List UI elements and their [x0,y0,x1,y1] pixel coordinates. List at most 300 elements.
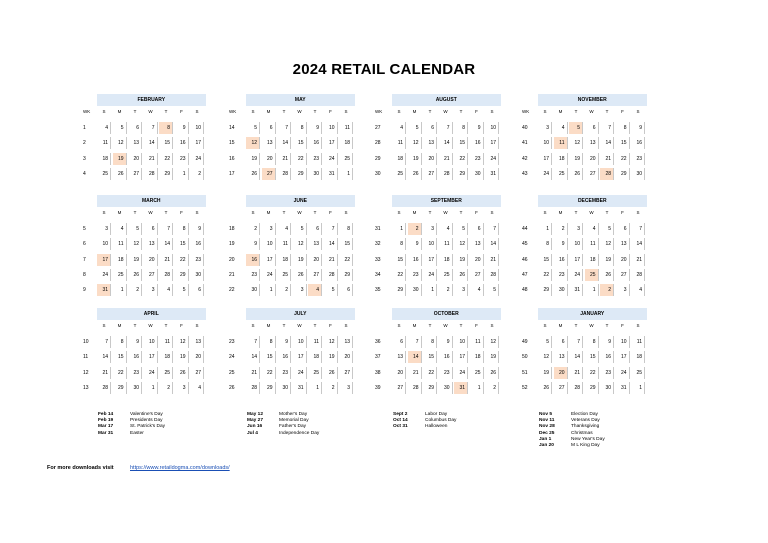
day-cell: 2 [485,382,499,394]
day-cell: 14 [97,351,111,363]
day-cell: 15 [392,254,406,266]
holiday-row [539,443,649,450]
holiday-date: Mar 31 [98,430,114,436]
day-header: T [282,210,286,215]
day-cell: 30 [631,168,645,180]
day-cell: 6 [423,122,437,134]
day-cell: 23 [600,367,614,379]
day-cell: 26 [454,269,468,281]
day-cell: 22 [616,153,630,165]
day-header: W [589,323,594,328]
day-cell: 1 [308,382,322,394]
day-cell: 5 [538,336,552,348]
day-cell: 28 [277,168,291,180]
day-cell: 13 [470,238,484,250]
day-cell: 21 [631,254,645,266]
day-cell: 2 [246,223,260,235]
day-cell: 29 [159,168,173,180]
week-number: 2 [83,140,86,147]
day-cell: 11 [392,137,406,149]
day-cell: 23 [175,153,189,165]
holiday-row [247,431,357,438]
day-cell: 26 [246,168,260,180]
day-cell: 3 [144,284,158,296]
day-cell: 6 [190,284,204,296]
day-cell: 22 [339,254,353,266]
day-cell: 2 [324,382,338,394]
day-cell: 21 [97,367,111,379]
day-cell: 10 [454,336,468,348]
month-header: FEBRUARY [97,94,206,106]
day-cell: 11 [159,336,173,348]
day-cell: 20 [392,367,406,379]
day-cell: 7 [277,122,291,134]
month-header: AUGUST [392,94,501,106]
day-cell: 16 [470,137,484,149]
day-cell: 14 [159,238,173,250]
day-cell: 31 [324,168,338,180]
day-header: T [574,210,578,215]
day-header: M [266,109,271,114]
week-number: 32 [375,241,381,248]
day-cell: 10 [97,238,111,250]
day-cell: 25 [113,269,127,281]
day-cell: 26 [485,367,499,379]
day-cell: 14 [324,238,338,250]
day-cell: 31 [485,168,499,180]
day-header: F [475,210,478,215]
day-cell: 30 [600,382,614,394]
holiday-name: Presidents Day [130,418,163,424]
day-cell: 1 [262,284,276,296]
day-cell: 18 [159,351,173,363]
day-cell: 27 [392,382,406,394]
month-header: SEPTEMBER [392,195,501,207]
day-cell: 20 [190,351,204,363]
day-cell: 21 [144,153,158,165]
day-header: F [621,109,624,114]
day-cell: 1 [339,168,353,180]
day-cell: 1 [538,223,552,235]
day-header: S [636,210,640,215]
day-cell: 2 [159,382,173,394]
day-cell: 21 [569,367,583,379]
day-cell: 26 [408,168,422,180]
day-cell: 23 [408,269,422,281]
day-header: M [412,109,417,114]
day-cell: 20 [128,153,142,165]
day-header: F [180,109,183,114]
day-cell: 28 [97,382,111,394]
day-header: M [412,323,417,328]
day-cell: 12 [454,238,468,250]
day-header: S [636,323,640,328]
day-cell: 15 [423,351,437,363]
day-cell: 16 [308,137,322,149]
week-number: 45 [522,241,528,248]
month-header: JANUARY [538,308,647,320]
day-cell: 3 [175,382,189,394]
day-header: T [459,210,463,215]
day-header: W [589,210,594,215]
day-cell: 26 [113,168,127,180]
week-number: 36 [375,339,381,345]
day-cell: 7 [97,336,111,348]
day-cell: 2 [408,223,422,235]
day-cell: 7 [569,336,583,348]
day-cell: 12 [128,238,142,250]
week-number: 46 [522,256,528,263]
day-cell: 2 [277,284,291,296]
day-cell: 11 [554,137,568,149]
day-cell: 15 [159,137,173,149]
day-header: T [459,109,463,114]
day-cell: 12 [324,336,338,348]
day-header: S [251,109,255,114]
day-cell: 16 [128,351,142,363]
day-header: T [313,323,317,328]
day-cell: 26 [293,269,307,281]
day-cell: 22 [175,254,189,266]
day-cell: 22 [392,269,406,281]
day-header: S [344,210,348,215]
day-cell: 28 [631,269,645,281]
day-cell: 20 [585,153,599,165]
day-cell: 22 [454,153,468,165]
day-header: F [329,323,332,328]
day-header: F [180,323,183,328]
day-cell: 17 [324,137,338,149]
week-number: 27 [375,125,381,131]
day-cell: 28 [159,269,173,281]
day-header: S [490,210,494,215]
day-cell: 2 [439,284,453,296]
day-cell: 10 [262,238,276,250]
day-header: T [164,210,168,215]
holiday-date: Feb 14 [98,412,114,417]
month-header: JULY [246,308,355,320]
day-cell: 25 [308,367,322,379]
day-cell: 23 [246,269,260,281]
day-cell: 18 [392,153,406,165]
day-header: M [117,323,122,328]
day-cell: 6 [392,336,406,348]
week-number: 21 [229,271,235,278]
day-cell: 11 [277,238,291,250]
day-cell: 9 [554,238,568,250]
day-cell: 26 [569,168,583,180]
day-cell: 28 [324,269,338,281]
day-header: W [297,210,302,215]
day-cell: 15 [175,238,189,250]
day-cell: 8 [538,238,552,250]
day-cell: 17 [485,137,499,149]
day-cell: 11 [585,238,599,250]
day-cell: 24 [616,367,630,379]
day-cell: 16 [190,238,204,250]
day-cell: 24 [190,153,204,165]
day-cell: 24 [538,168,552,180]
day-cell: 24 [569,269,583,281]
day-cell: 6 [616,223,630,235]
day-cell: 13 [392,351,406,363]
week-number: 19 [229,241,235,248]
day-cell: 24 [144,367,158,379]
day-cell: 23 [554,269,568,281]
day-cell: 28 [569,382,583,394]
day-cell: 31 [454,382,468,394]
day-cell: 20 [262,153,276,165]
month-header: OCTOBER [392,308,501,320]
day-cell: 19 [408,153,422,165]
holiday-date: Mar 17 [98,424,114,430]
day-cell: 8 [454,122,468,134]
day-header: T [574,323,578,328]
holiday-row [98,431,208,438]
week-number: 48 [522,287,528,294]
day-cell: 17 [97,254,111,266]
holiday-date: Oct 31 [393,424,408,430]
day-cell: 8 [392,238,406,250]
day-cell: 19 [128,254,142,266]
holiday-name: Election Day [571,412,598,417]
week-number: 9 [83,287,86,294]
day-cell: 8 [339,223,353,235]
day-cell: 5 [293,223,307,235]
day-cell: 11 [470,336,484,348]
day-header: M [558,210,563,215]
holiday-name: Christmas [571,430,593,436]
week-number: 43 [522,170,528,177]
day-cell: 29 [616,168,630,180]
holiday-name: M L King Day [571,443,600,448]
day-cell: 26 [175,367,189,379]
day-cell: 9 [246,238,260,250]
month-header: DECEMBER [538,195,647,207]
day-header: W [148,323,153,328]
week-number: 7 [83,256,86,263]
day-header: T [282,109,286,114]
day-cell: 29 [175,269,189,281]
day-cell: 13 [308,238,322,250]
month-header: APRIL [97,308,206,320]
week-number: 49 [522,339,528,345]
day-cell: 10 [616,336,630,348]
day-cell: 28 [600,168,614,180]
week-number: 30 [375,170,381,177]
day-cell: 24 [485,153,499,165]
day-cell: 15 [293,137,307,149]
day-cell: 19 [454,254,468,266]
week-number: 4 [83,170,86,177]
week-number: 38 [375,369,381,376]
holiday-date: Sept 2 [393,412,408,417]
day-cell: 5 [128,223,142,235]
day-cell: 28 [144,168,158,180]
week-number: 44 [522,226,528,232]
day-cell: 13 [554,351,568,363]
day-cell: 14 [569,351,583,363]
holiday-date: Jul 4 [247,430,258,436]
day-cell: 10 [144,336,158,348]
day-cell: 14 [144,137,158,149]
day-cell: 27 [470,269,484,281]
day-header: S [543,109,547,114]
week-number: 6 [83,241,86,248]
day-cell: 4 [308,284,322,296]
day-cell: 19 [324,351,338,363]
day-cell: 31 [616,382,630,394]
day-cell: 16 [600,351,614,363]
day-header: M [117,109,122,114]
day-cell: 21 [408,367,422,379]
week-number: 5 [83,226,86,232]
day-cell: 15 [262,351,276,363]
month-header: JUNE [246,195,355,207]
day-cell: 10 [190,122,204,134]
day-cell: 12 [246,137,260,149]
day-header: F [621,323,624,328]
day-cell: 3 [293,284,307,296]
week-number: 39 [375,384,381,391]
day-header: M [266,323,271,328]
day-cell: 19 [113,153,127,165]
day-cell: 16 [408,254,422,266]
day-cell: 3 [97,223,111,235]
day-cell: 9 [277,336,291,348]
month-header: MAY [246,94,355,106]
week-number: 22 [229,287,235,294]
day-header: T [605,109,609,114]
day-cell: 24 [454,367,468,379]
wk-header: WK [522,109,530,114]
week-number: 29 [375,155,381,162]
day-cell: 28 [246,382,260,394]
week-number: 20 [229,256,235,263]
day-header: T [313,210,317,215]
day-cell: 16 [631,137,645,149]
day-cell: 20 [470,254,484,266]
day-header: T [428,323,432,328]
day-cell: 30 [246,284,260,296]
day-header: T [605,210,609,215]
day-cell: 29 [585,382,599,394]
day-header: W [148,109,153,114]
day-cell: 17 [262,254,276,266]
day-cell: 24 [293,367,307,379]
day-cell: 30 [439,382,453,394]
day-header: S [543,210,547,215]
day-cell: 13 [339,336,353,348]
day-header: T [133,323,137,328]
day-cell: 27 [128,168,142,180]
day-cell: 20 [339,351,353,363]
week-number: 28 [375,140,381,147]
day-header: T [133,109,137,114]
day-cell: 2 [190,168,204,180]
day-cell: 27 [262,168,276,180]
day-cell: 26 [538,382,552,394]
day-header: W [297,323,302,328]
week-number: 1 [83,125,86,131]
holiday-date: Nov 28 [539,424,555,430]
day-cell: 18 [585,254,599,266]
day-cell: 11 [308,336,322,348]
week-number: 26 [229,384,235,391]
day-cell: 12 [485,336,499,348]
day-cell: 10 [569,238,583,250]
holiday-date: Feb 19 [98,418,114,424]
day-cell: 19 [485,351,499,363]
day-header: F [329,109,332,114]
day-cell: 7 [159,223,173,235]
week-number: 8 [83,271,86,278]
day-cell: 24 [324,153,338,165]
day-header: S [195,210,199,215]
week-number: 3 [83,155,86,162]
day-cell: 6 [470,223,484,235]
holiday-name: Easter [130,430,144,436]
day-cell: 4 [392,122,406,134]
day-cell: 4 [190,382,204,394]
day-header: W [443,210,448,215]
day-cell: 29 [454,168,468,180]
day-cell: 24 [262,269,276,281]
day-cell: 5 [246,122,260,134]
week-number: 52 [522,384,528,391]
day-cell: 9 [128,336,142,348]
day-cell: 1 [423,284,437,296]
day-cell: 16 [246,254,260,266]
day-header: M [558,323,563,328]
day-cell: 4 [470,284,484,296]
day-cell: 9 [190,223,204,235]
day-cell: 14 [631,238,645,250]
day-cell: 29 [392,284,406,296]
day-cell: 30 [308,168,322,180]
day-cell: 7 [439,122,453,134]
day-header: T [133,210,137,215]
downloads-link[interactable]: https://www.retaildogma.com/downloads/ [130,465,230,471]
day-cell: 4 [97,122,111,134]
day-header: T [605,323,609,328]
day-cell: 6 [554,336,568,348]
week-number: 35 [375,287,381,294]
day-cell: 27 [308,269,322,281]
day-header: F [329,210,332,215]
day-header: M [266,210,271,215]
day-cell: 18 [277,254,291,266]
day-header: S [636,109,640,114]
day-header: T [164,323,168,328]
day-cell: 1 [113,284,127,296]
day-cell: 17 [454,351,468,363]
day-cell: 8 [616,122,630,134]
day-cell: 21 [159,254,173,266]
day-cell: 21 [246,367,260,379]
day-cell: 25 [439,269,453,281]
day-cell: 6 [308,223,322,235]
day-cell: 8 [423,336,437,348]
day-cell: 12 [175,336,189,348]
day-cell: 22 [423,367,437,379]
day-cell: 17 [569,254,583,266]
day-cell: 21 [439,153,453,165]
day-cell: 2 [600,284,614,296]
day-cell: 12 [569,137,583,149]
day-header: T [574,109,578,114]
day-cell: 15 [538,254,552,266]
